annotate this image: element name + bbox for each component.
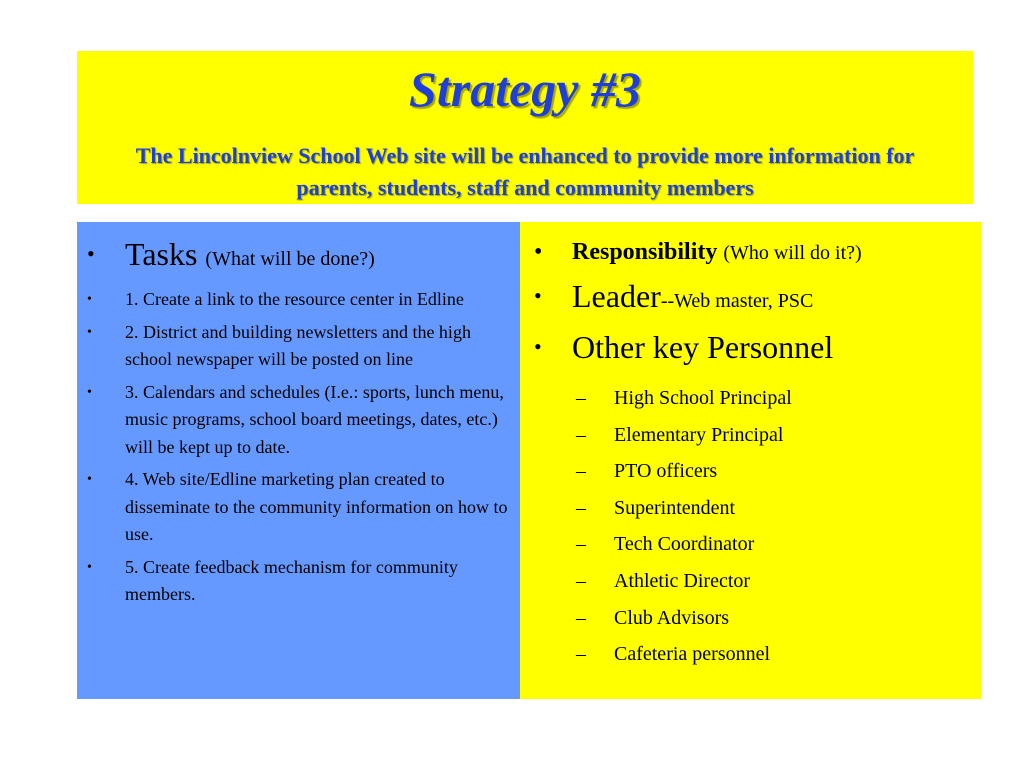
bullet-icon: • [87, 324, 92, 340]
bullet-icon: • [87, 559, 92, 575]
bullet-icon: • [534, 239, 543, 265]
tasks-panel [77, 222, 520, 699]
personnel-item [534, 421, 974, 449]
tasks-list [87, 235, 515, 614]
personnel-item [534, 384, 974, 412]
slide-subtitle: The Lincolnview School Web site will be enhanced to provide more information for parents, students, staff and community members [135, 143, 915, 200]
task-item [87, 554, 515, 609]
bullet-icon: • [87, 241, 95, 266]
tasks-heading-note: (What will be done?) [205, 248, 375, 270]
personnel-item [534, 604, 974, 632]
dash-icon: – [576, 460, 586, 483]
personnel-item [534, 567, 974, 595]
personnel-item-text: Elementary Principal [614, 423, 784, 446]
slide-title: Strategy #3 [409, 61, 641, 117]
dash-icon: – [576, 643, 586, 666]
personnel-item-text: Superintendent [614, 496, 736, 519]
leader-label: Leader [572, 278, 661, 314]
bullet-icon: • [534, 283, 542, 308]
responsibility-heading [534, 236, 974, 269]
bullet-icon: • [534, 334, 542, 359]
task-item [87, 466, 515, 549]
dash-icon: – [576, 423, 586, 446]
personnel-item [534, 494, 974, 522]
other-personnel-label: Other key Personnel [572, 329, 834, 365]
dash-icon: – [576, 606, 586, 629]
personnel-item [534, 640, 974, 668]
tasks-heading-label: Tasks [125, 236, 198, 272]
leader-item [534, 277, 974, 320]
task-item-text: 4. Web site/Edline marketing plan created to disseminate to the community information on how to use. [125, 469, 508, 544]
dash-icon: – [576, 496, 586, 519]
dash-icon: – [576, 387, 586, 409]
bullet-icon: • [87, 292, 92, 307]
personnel-item-text: PTO officers [614, 460, 718, 483]
personnel-list [534, 384, 974, 677]
task-item-text: 5. Create feedback mechanism for community members. [125, 556, 458, 604]
personnel-item [534, 457, 974, 485]
responsibility-panel [520, 222, 981, 699]
other-personnel-item [534, 328, 974, 366]
personnel-item-text: Tech Coordinator [614, 533, 755, 556]
bullet-icon: • [87, 472, 92, 487]
leader-value: --Web master, PSC [660, 290, 814, 312]
personnel-item-text: Club Advisors [614, 606, 730, 629]
personnel-item-text: Athletic Director [614, 569, 751, 592]
task-item-text: 1. Create a link to the resource center in Edline [125, 289, 464, 309]
personnel-item-text: High School Principal [614, 387, 792, 409]
personnel-item-text: Cafeteria personnel [614, 643, 771, 666]
task-item [87, 319, 515, 374]
dash-icon: – [576, 569, 586, 592]
responsibility-heading-label: Responsibility [572, 239, 718, 265]
title-panel [77, 51, 973, 204]
task-item-text: 3. Calendars and schedules (I.e.: sports, lunch menu, music programs, school board meetings, dates, etc.) will be kept up to date. [125, 381, 504, 457]
dash-icon: – [576, 533, 586, 556]
personnel-item [534, 530, 974, 558]
task-item [87, 379, 515, 462]
bullet-icon: • [87, 384, 92, 400]
responsibility-heading-note: (Who will do it?) [723, 242, 862, 264]
task-item [87, 286, 515, 314]
tasks-heading [87, 235, 515, 278]
task-item-text: 2. District and building newsletters and the high school newspaper will be posted on line [125, 321, 471, 369]
responsibility-list [534, 236, 974, 374]
